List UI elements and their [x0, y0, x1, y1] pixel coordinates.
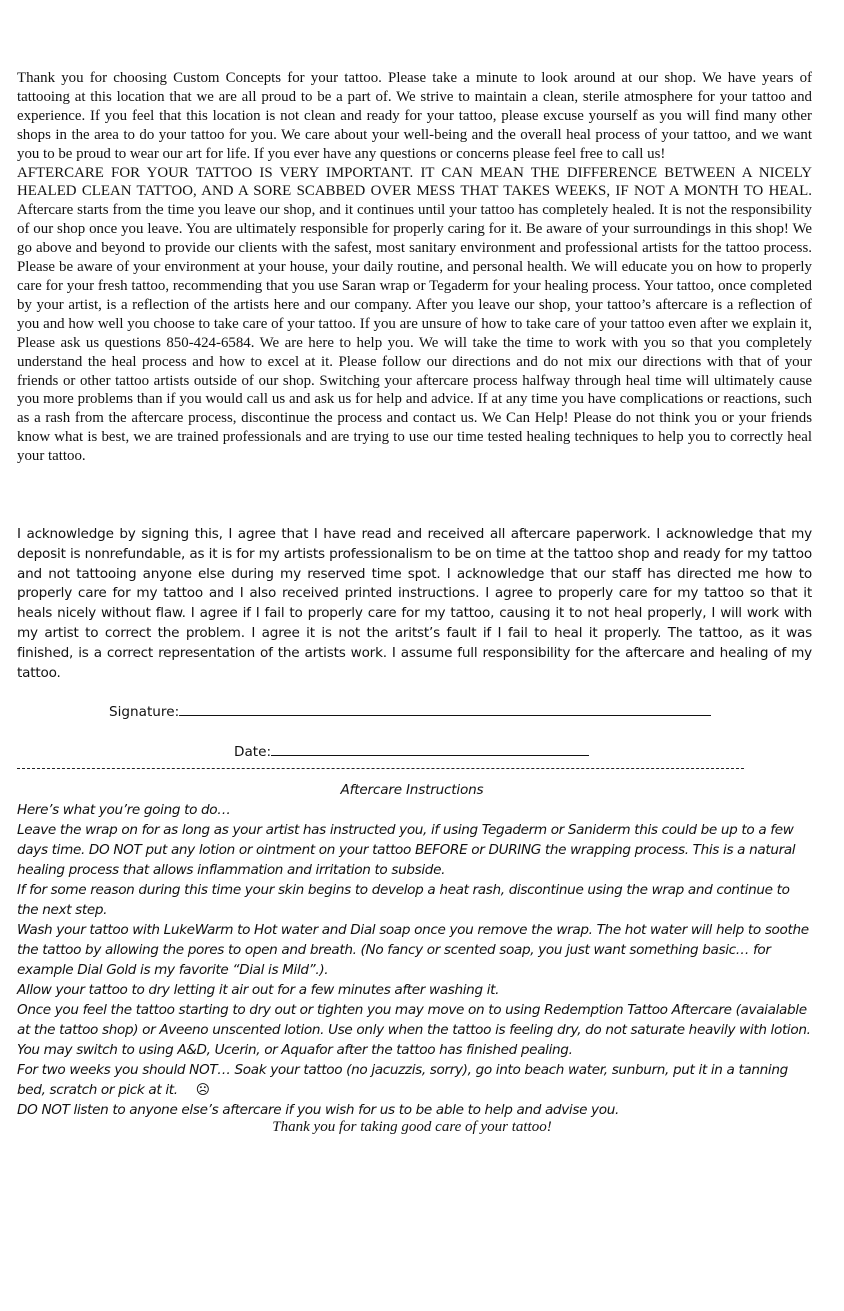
frown-icon: ☹ [195, 1082, 210, 1098]
instruction-line: DO NOT listen to anyone else’s aftercare if you wish for us to be able to help and advise you. [17, 1102, 619, 1118]
instruction-line: Wash your tattoo with LukeWarm to Hot water and Dial soap once you remove the wrap. The hot water will help to soothe the tattoo by allowing the pores to open and breath. (No fancy or scented soap, you just want something basic… for example Dial Gold is my favorite “Dial is Mild”.). [17, 922, 809, 978]
closing-note: Thank you for taking good care of your tattoo! [272, 1119, 552, 1135]
intro-section [17, 69, 812, 466]
instruction-line: Once you feel the tattoo starting to dry out or tighten you may move on to using Redemption Tattoo Aftercare (avaialable at the tattoo shop) or Aveeno unscented lotion. Use only when the tattoo is feeling dry, do not saturate heavily with lotion. You may switch to using A&D, Ucerin, or Aquafor after the tattoo has finished pealing. [17, 1002, 811, 1058]
signature-field[interactable] [109, 702, 729, 722]
cut-line-divider [17, 768, 744, 769]
aftercare-instructions-list [17, 800, 812, 1120]
date-label: Date: [234, 744, 272, 760]
instruction-line: Leave the wrap on for as long as your artist has instructed you, if using Tegaderm or Saniderm this could be up to a few days time. DO NOT put any lotion or ointment on your tattoo BEFORE or DURING the wrapping process. This is a natural healing process that allows inflammation and irritation to subside. [17, 822, 796, 878]
instruction-line-text: For two weeks you should NOT… Soak your tattoo (no jacuzzis, sorry), go into beach water, sunburn, put it in a tanning bed, scratch or pick at it. [17, 1062, 788, 1098]
signature-label: Signature: [109, 704, 180, 720]
date-line[interactable] [271, 743, 589, 756]
signature-line[interactable] [179, 703, 711, 716]
date-field[interactable] [234, 742, 614, 762]
instruction-line [17, 1060, 812, 1100]
aftercare-instructions-title: Aftercare Instructions [340, 782, 484, 798]
welcome-paragraph: Thank you for choosing Custom Concepts for your tattoo. Please take a minute to look around at our shop. We have years of tattooing at this location that we are all proud to be a part of. We strive to maintain a clean, sterile atmosphere for your tattoo and experience. If you feel that this location is not clean and ready for your tattoo, please excuse yourself as you will find many other shops in the area to do your tattoo for you. We care about your well-being and the overall heal process of your tattoo, and we want you to be proud to wear our art for life. If you ever have any questions or concerns please feel free to call us! [17, 70, 812, 162]
instruction-line: Here’s what you’re going to do… [17, 802, 231, 818]
acknowledgement-paragraph: I acknowledge by signing this, I agree that I have read and received all aftercare paperwork. I acknowledge that my deposit is nonrefundable, as it is for my artists professionalism to be on time at the tattoo shop and ready for my tattoo and not tattooing anyone else during my reserved time spot. I acknowledge that our staff has directed me how to properly care for my tattoo and I also received printed instructions. I agree to properly care for my tattoo so that it heals nicely without flaw. I agree if I fail to properly care for my tattoo, causing it to not heal properly, I will work with my artist to correct the problem. I agree it is not the aritst’s fault if I fail to heal it properly. The tattoo, as it was finished, is a correct representation of the artists work. I assume full responsibility for the aftercare and healing of my tattoo. [17, 526, 812, 681]
instruction-line: Allow your tattoo to dry letting it air out for a few minutes after washing it. [17, 982, 500, 998]
instruction-line: If for some reason during this time your skin begins to develop a heat rash, discontinue using the wrap and continue to the next step. [17, 882, 790, 918]
aftercare-notice-paragraph: AFTERCARE FOR YOUR TATTOO IS VERY IMPORTANT. IT CAN MEAN THE DIFFERENCE BETWEEN A NICELY HEALED CLEAN TATTOO, AND A SORE SCABBED OVER MESS THAT TAKES WEEKS, IF NOT A MONTH TO HEAL. Aftercare starts from the time you leave our shop, and it continues until your tattoo has completely healed. It is not the responsibility of our shop once you leave. You are ultimately responsible for properly caring for it. Be aware of your surroundings in this shop! We go above and beyond to provide our clients with the safest, most sanitary environment and professional artists for the tattoo process. Please be aware of your environment at your house, your daily routine, and personal health. We will educate you on how to properly care for your fresh tattoo, recommending that you use Saran wrap or Tegaderm for your healing process. Your tattoo, once completed by your artist, is a reflection of the artists here and our company. After you leave our shop, your tattoo’s aftercare is a reflection of you and how well you choose to take care of your tattoo. If you are unsure of how to take care of your tattoo even after we explain it, Please ask us questions 850-424-6584. We are here to help you. We will take the time to work with you so that you completely understand the heal process and how to excel at it. Please follow our directions and do not mix our directions with that of your friends or other tattoo artists outside of our shop. Switching your aftercare process halfway through heal time will ultimately cause you more problems than if you would call us and ask us for help and advice. If at any time you have complications or reactions, such as a rash from the aftercare process, discontinue the process and contact us. We Can Help! Please do not think you or your friends know what is best, we are trained professionals and are trying to use our time tested healing techniques to help you to correctly heal your tattoo. [17, 164, 812, 465]
